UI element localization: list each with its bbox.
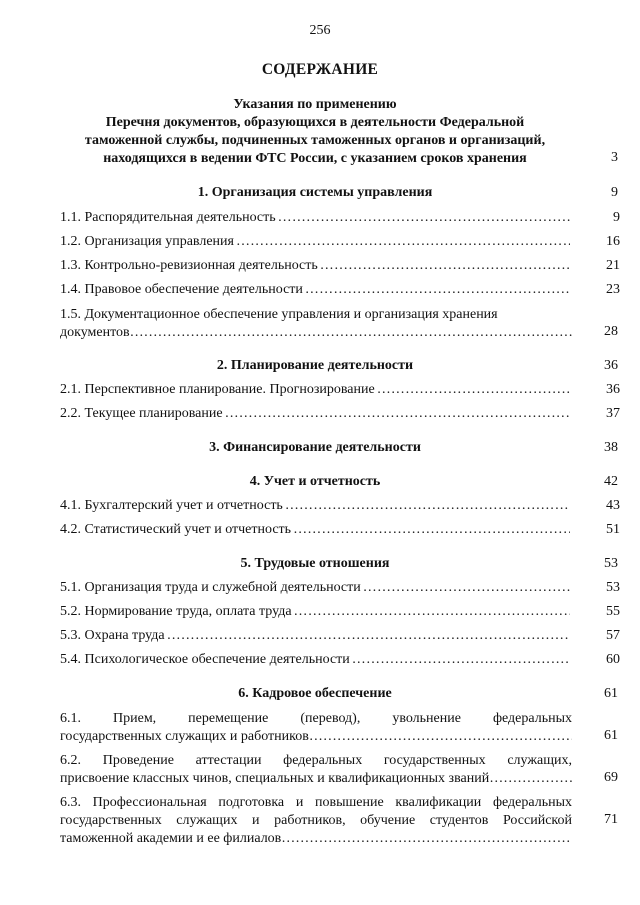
entry-text: 4.2. Статистический учет и отчетность: [60, 522, 292, 537]
toc-entry-1-1[interactable]: [60, 210, 620, 226]
leader-dots: [320, 258, 570, 274]
toc-entry-2-2[interactable]: [60, 406, 620, 422]
entry-text: документов: [60, 325, 130, 340]
entry-text: 5.1. Организация труда и служебной деятельности: [60, 580, 361, 595]
entry-text: государственных служащих и работников, обучение студентов Российской: [60, 813, 572, 828]
toc-intro: [60, 96, 620, 168]
toc-entry-6-2[interactable]: [60, 752, 620, 788]
entry-text: 6.1. Прием, перемещение (перевод), увольнение федеральных: [60, 711, 572, 726]
leader-dots: [167, 628, 570, 644]
toc-page-number: 23: [606, 282, 620, 297]
toc-page-number: 9: [613, 210, 620, 225]
toc-section-5[interactable]: [60, 556, 620, 572]
leader-dots: [236, 234, 570, 250]
toc-page-number: 21: [606, 258, 620, 273]
toc-page-number: 53: [604, 556, 618, 571]
entry-text: 5.2. Нормирование труда, оплата труда: [60, 604, 292, 619]
toc-page-number: 43: [606, 498, 620, 513]
section-title: 5. Трудовые отношения: [240, 556, 390, 571]
entry-text: присвоение классных чинов, специальных и квалификационных званий: [60, 771, 490, 786]
toc-page-number: 61: [604, 728, 618, 743]
toc-entry-5-1[interactable]: [60, 580, 620, 596]
leader-dots: [489, 770, 572, 788]
entry-text: 2.2. Текущее планирование: [60, 406, 223, 421]
toc-entry-4-2[interactable]: [60, 522, 620, 538]
intro-line: Перечня документов, образующихся в деятельности Федеральной: [105, 115, 525, 130]
toc-page-number: 42: [604, 474, 618, 489]
intro-line: таможенной службы, подчиненных таможенных органов и организаций,: [84, 133, 546, 148]
toc-entry-6-1[interactable]: [60, 710, 620, 746]
toc-page-number: 57: [606, 628, 620, 643]
leader-dots: [363, 580, 570, 596]
leader-dots: [225, 406, 570, 422]
section-title: 3. Финансирование деятельности: [209, 440, 421, 455]
toc-page-number: 60: [606, 652, 620, 667]
toc-page-number: 38: [604, 440, 618, 455]
section-title: 4. Учет и отчетность: [249, 474, 381, 489]
toc-section-6[interactable]: [60, 686, 620, 702]
toc-page-number: 16: [606, 234, 620, 249]
entry-text: 1.2. Организация управления: [60, 234, 234, 249]
entry-text: 1.5. Документационное обеспечение управления и организация хранения: [60, 307, 498, 322]
toc-entry-1-4[interactable]: [60, 282, 620, 298]
toc-section-3[interactable]: [60, 440, 620, 456]
leader-dots: [293, 522, 570, 538]
entry-text: 2.1. Перспективное планирование. Прогнозирование: [60, 382, 375, 397]
intro-line: Указания по применению: [233, 97, 397, 112]
entry-text: 1.4. Правовое обеспечение деятельности: [60, 282, 303, 297]
leader-dots: [294, 604, 570, 620]
page-title: СОДЕРЖАНИЕ: [261, 61, 379, 78]
toc-page-number: 71: [604, 812, 618, 827]
entry-text: 1.1. Распорядительная деятельность: [60, 210, 276, 225]
toc-page-number: 28: [604, 324, 618, 339]
toc-page-number: 36: [604, 358, 618, 373]
toc-page-number: 36: [606, 382, 620, 397]
toc-page-number: 51: [606, 522, 620, 537]
toc-page-number: 61: [604, 686, 618, 701]
entry-text: 4.1. Бухгалтерский учет и отчетность: [60, 498, 283, 513]
section-title: 6. Кадровое обеспечение: [238, 686, 392, 701]
leader-dots: [278, 210, 570, 226]
toc-page-number: 53: [606, 580, 620, 595]
leader-dots: [305, 282, 570, 298]
entry-text: 6.2. Проведение аттестации федеральных государственных служащих,: [60, 753, 572, 768]
toc-entry-5-4[interactable]: [60, 652, 620, 668]
toc-entry-4-1[interactable]: [60, 498, 620, 514]
entry-text: государственных служащих и работников: [60, 729, 309, 744]
toc-page-number: 3: [611, 150, 618, 165]
toc-entry-5-2[interactable]: [60, 604, 620, 620]
intro-line: находящихся в ведении ФТС России, с указанием сроков хранения: [103, 151, 527, 166]
toc-entry-6-3[interactable]: [60, 794, 620, 848]
leader-dots: [130, 324, 572, 342]
toc-page-number: 9: [611, 185, 618, 200]
toc-page-number: 55: [606, 604, 620, 619]
leader-dots: [352, 652, 570, 668]
toc-page-number: 37: [606, 406, 620, 421]
entry-text: 5.4. Психологическое обеспечение деятельности: [60, 652, 350, 667]
leader-dots: [377, 382, 570, 398]
toc-entry-1-5[interactable]: [60, 306, 620, 342]
section-title: 2. Планирование деятельности: [216, 358, 414, 373]
toc-section-1[interactable]: [60, 185, 620, 201]
entry-text: 5.3. Охрана труда: [60, 628, 165, 643]
entry-text: 1.3. Контрольно-ревизионная деятельность: [60, 258, 318, 273]
toc-entry-5-3[interactable]: [60, 628, 620, 644]
entry-text: 6.3. Профессиональная подготовка и повышение квалификации федеральных: [60, 795, 572, 810]
toc-entry-1-2[interactable]: [60, 234, 620, 250]
toc-page-number: 69: [604, 770, 618, 785]
page-number: 256: [309, 23, 331, 38]
leader-dots: [309, 728, 572, 746]
entry-text: таможенной академии и ее филиалов: [60, 831, 282, 846]
leader-dots: [285, 498, 570, 514]
toc-section-4[interactable]: [60, 474, 620, 490]
section-title: 1. Организация системы управления: [197, 185, 433, 200]
toc-entry-1-3[interactable]: [60, 258, 620, 274]
toc-entry-2-1[interactable]: [60, 382, 620, 398]
toc-section-2[interactable]: [60, 358, 620, 374]
leader-dots: [281, 830, 572, 848]
